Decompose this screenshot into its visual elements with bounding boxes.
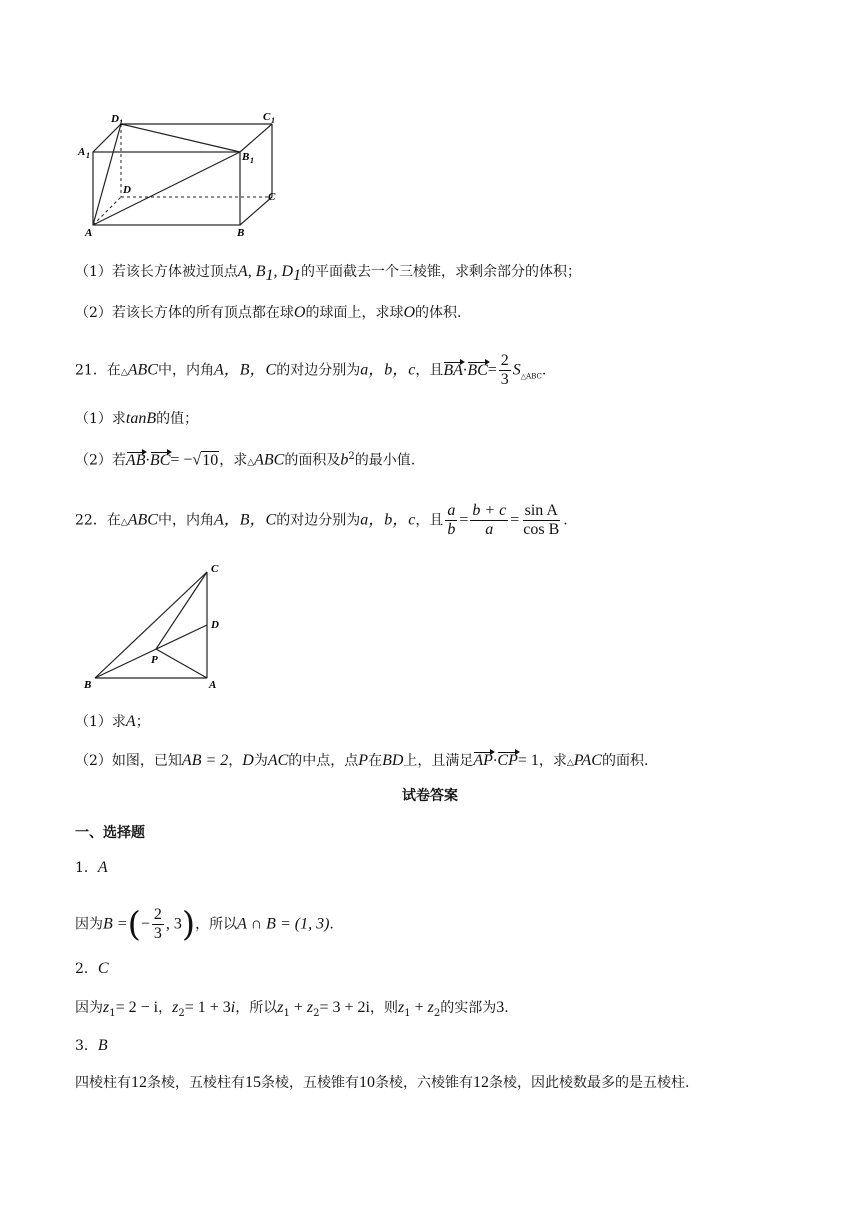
svg-text:1: 1 [119,118,123,127]
label-c1: C [263,111,271,123]
cuboid-figure [75,108,285,238]
q21-part2: （2）若AB·BC= −√10，求△ABC的面积及$b^2$的最小值. [75,451,416,469]
label-b: B [237,227,245,238]
label-d1: D [111,113,119,125]
answer-3: 3．B [75,1037,108,1054]
q21-part1: （1）求tanB的值； [75,410,199,427]
triangle-figure [75,560,235,692]
answer-1: 1．A [75,859,108,876]
label-a: A [85,227,93,238]
q22-stem: 22．在△ABC中，内角A，B，C的对边分别为a，b，c，且 $\frac{a}{b}$ = $\frac{b + c}{a}$ = $\frac{\text{sin A}}{\text{cos B}}$ . [75,502,568,538]
q20-part2: （2）若该长方体的所有顶点都在球O的球面上，求球O的体积. [75,304,462,321]
q21-stem: 21．在△ABC中，内角A，B，C的对边分别为a，b，c，且BA·BC= $\frac{2}{3}$ $S_{\triangle ABC}$. [75,352,547,388]
section-heading: 一、选择题 [75,825,145,841]
label-c: C [268,191,276,203]
svg-text:1: 1 [271,116,275,125]
q22-part2: （2）如图，已知AB = 2，D为AC的中点，点P在BD上，且满足AP·CP= 1，求△PAC的面积. [75,752,649,769]
q22-part1: （1）求A； [75,713,150,730]
answer-2: 2．C [75,960,109,977]
label-c: C [211,563,219,575]
label-d: D [123,184,131,196]
answer-2-explanation: 因为$z_1= 2 - i$，$z_2= 1 + 3i$，所以$z_1 + z_2= 3 + 2i$，则$z_1 + z_2$的实部为3. [75,999,509,1019]
label-p: P [151,654,158,666]
answers-title: 试卷答案 [402,788,458,804]
svg-text:1: 1 [86,151,90,160]
label-b1: B [242,151,250,163]
q20-part1: （1）若该长方体被过顶点A, $B_1$, $D_1$的平面截去一个三棱锥，求剩余部分的体积； [75,263,582,284]
label-a1: A [78,146,86,158]
answer-1-explanation: 因为B =(− $\frac{2}{3}$ , 3)，所以A ∩ B = (1, 3). [75,904,334,945]
label-a: A [209,679,217,691]
svg-text:1: 1 [250,156,254,165]
label-d: D [211,619,219,631]
answer-3-explanation: 四棱柱有12条棱，五棱柱有15条棱，五棱锥有10条棱，六棱锥有12条棱，因此棱数最多的是五棱柱. [75,1074,690,1091]
label-b: B [84,679,92,691]
